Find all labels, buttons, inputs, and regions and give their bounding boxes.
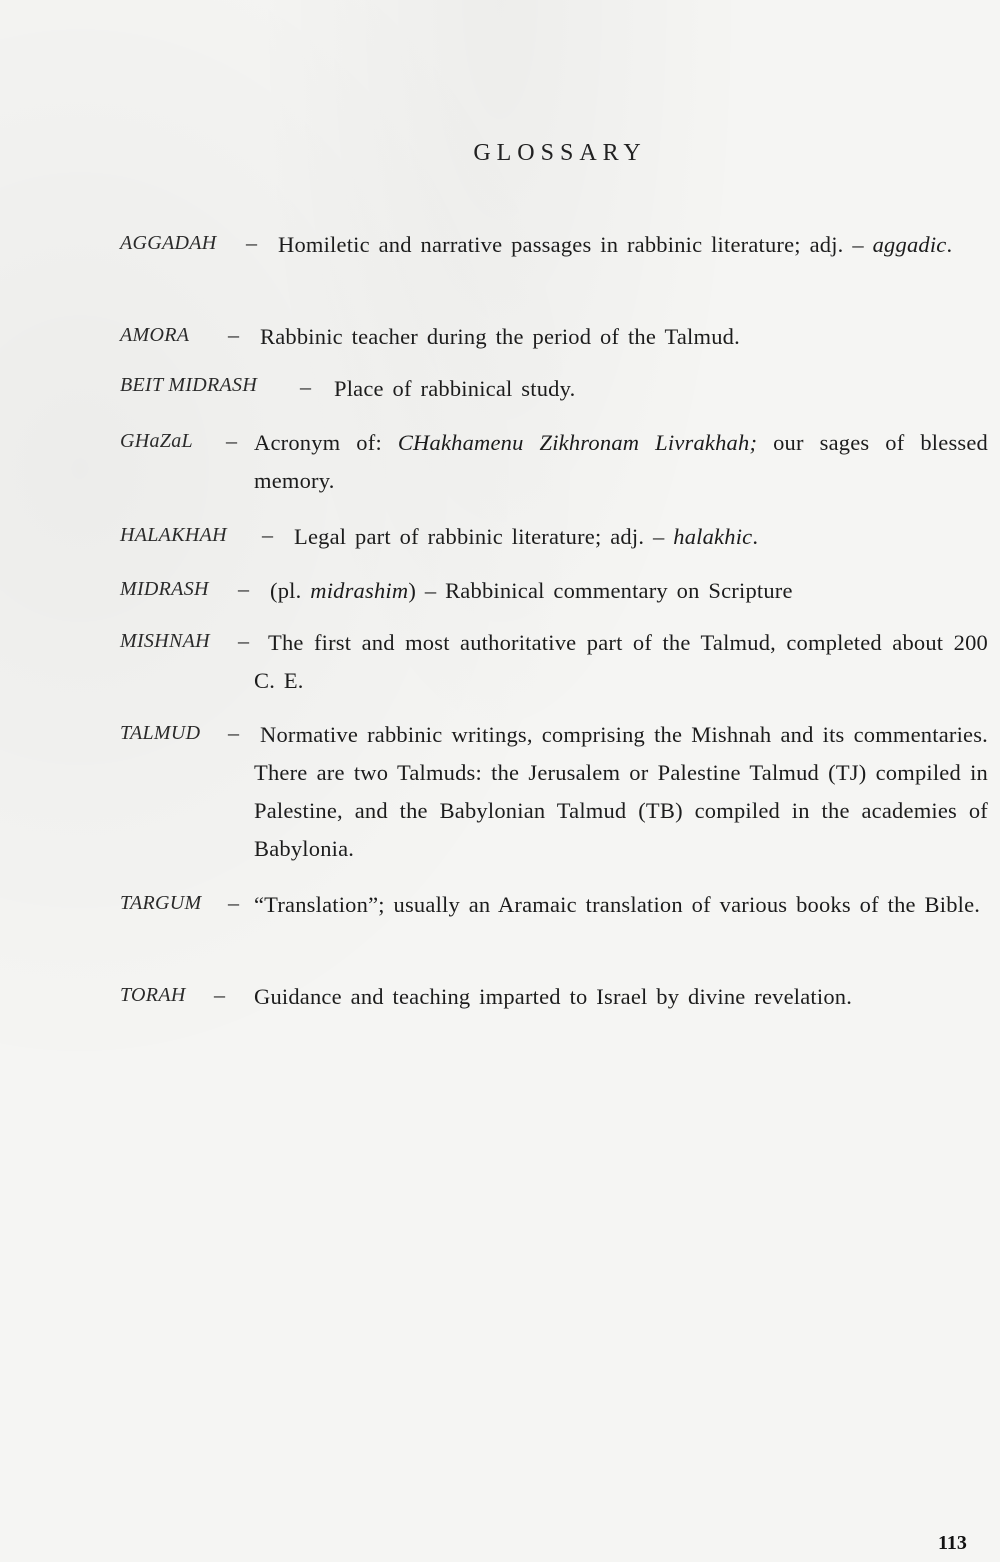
- definition-text: “Translation”; usually an Aramaic translation of various books of the Bible.: [254, 892, 981, 917]
- glossary-term: AGGADAH: [120, 232, 217, 254]
- page-title: GLOSSARY: [473, 140, 647, 166]
- glossary-definition: [334, 370, 988, 408]
- glossary-definition: [254, 716, 988, 868]
- definition-text: Place of rabbinical study.: [334, 376, 576, 401]
- term-dash: –: [238, 576, 249, 601]
- definition-text: our sages of blessed memory.: [254, 430, 988, 493]
- term-dash: –: [226, 428, 237, 453]
- term-dash: –: [300, 374, 311, 399]
- glossary-term: AMORA: [120, 324, 190, 346]
- term-dash: –: [228, 720, 239, 745]
- definition-text: .: [752, 524, 759, 549]
- definition-text: Rabbinic teacher during the period of the Talmud.: [260, 324, 740, 349]
- term-dash: –: [214, 982, 225, 1007]
- glossary-term: GHaZaL: [120, 430, 193, 452]
- glossary-definition: [254, 424, 988, 500]
- definition-italic-text: halakhic: [673, 524, 753, 549]
- definition-italic-text: aggadic: [872, 232, 947, 257]
- definition-text: .: [946, 232, 953, 257]
- definition-text: Guidance and teaching imparted to Israel by divine revelation.: [254, 984, 853, 1009]
- glossary-definition: [254, 624, 988, 700]
- definition-text: Acronym of:: [254, 430, 398, 455]
- glossary-term: MIDRASH: [120, 578, 209, 600]
- term-dash: –: [238, 628, 249, 653]
- term-dash: –: [246, 230, 257, 255]
- glossary-definition: [270, 572, 988, 610]
- term-dash: –: [228, 322, 239, 347]
- glossary-definition: [260, 318, 988, 356]
- glossary-term: HALAKHAH: [120, 524, 227, 546]
- glossary-definition: [294, 518, 988, 556]
- definition-text: Legal part of rabbinic literature; adj. –: [294, 524, 674, 549]
- glossary-definition: [254, 886, 988, 924]
- term-dash: –: [228, 890, 239, 915]
- glossary-definition: [254, 978, 988, 1016]
- term-dash: –: [262, 522, 273, 547]
- glossary-term: MISHNAH: [120, 630, 210, 652]
- definition-text: The first and most authoritative part of the Talmud, completed about 200 C. E.: [254, 630, 988, 693]
- glossary-definition: [254, 226, 988, 264]
- page-number: 113: [938, 1532, 967, 1554]
- glossary-term: TARGUM: [120, 892, 202, 914]
- definition-italic-text: midrashim: [310, 578, 409, 603]
- definition-text: Normative rabbinic writings, comprising the Mishnah and its commentaries. There are two Talmuds: the Jerusalem or Palestine Talmud (TJ) compiled in Palestine, and the Babylonian Talmud (TB) compiled in the academies of Babylonia.: [254, 722, 988, 861]
- glossary-term: TALMUD: [120, 722, 201, 744]
- definition-text: (pl.: [270, 578, 311, 603]
- definition-text: ) – Rabbinical commentary on Scripture: [408, 578, 793, 603]
- glossary-term: BEIT MIDRASH: [120, 374, 258, 396]
- definition-italic-text: CHakhamenu Zikhronam Livrakhah;: [397, 430, 758, 455]
- definition-text: Homiletic and narrative passages in rabbinic literature; adj. –: [278, 232, 873, 257]
- glossary-term: TORAH: [120, 984, 186, 1006]
